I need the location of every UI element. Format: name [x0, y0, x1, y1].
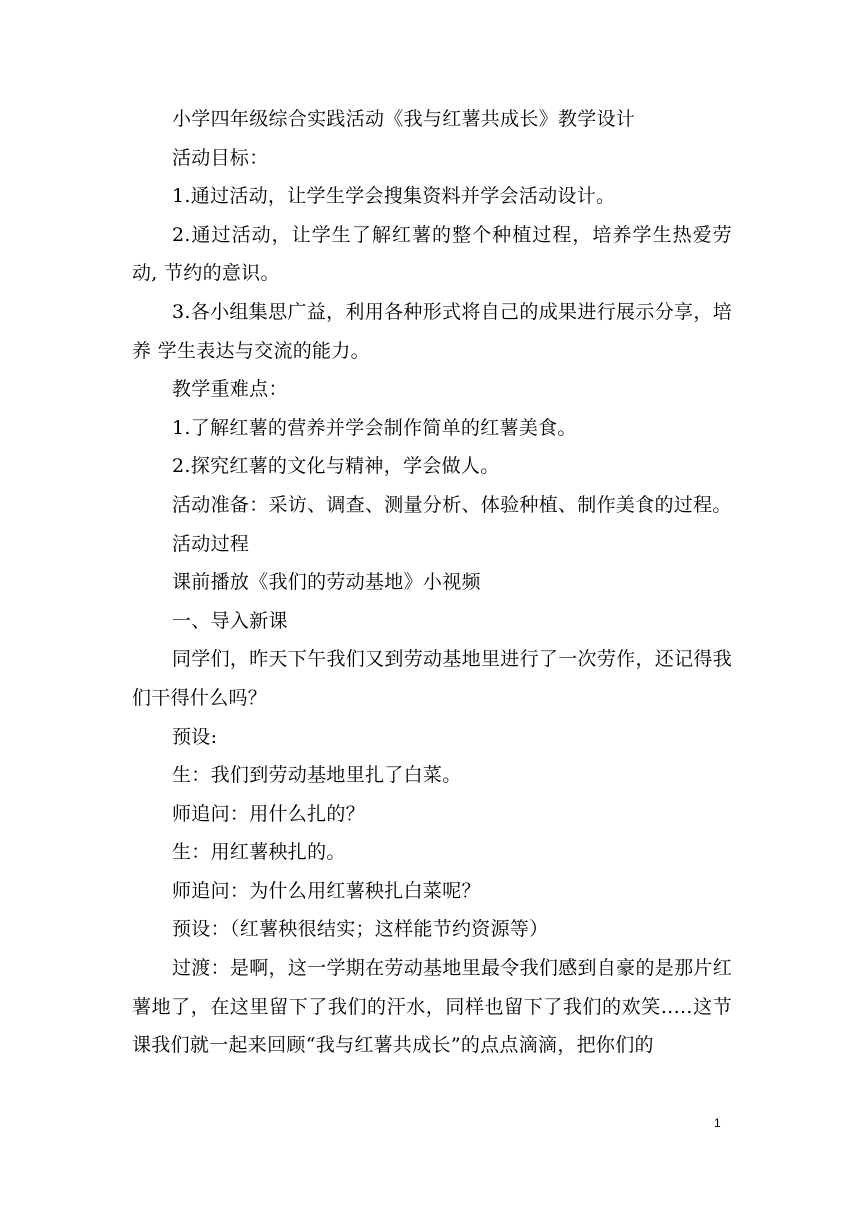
student-answer-2: 生：用红薯秧扎的。: [172, 841, 346, 864]
section-heading-process: 活动过程: [172, 532, 250, 555]
preset-label: 预设:: [172, 725, 218, 748]
section-heading-objectives: 活动目标：: [172, 146, 269, 169]
document-body: [132, 100, 732, 1065]
key-point-item-1: 1.了解红薯的营养并学会制作简单的红薯美食。: [172, 416, 577, 439]
key-point-item-2: 2.探究红薯的文化与精神，学会做人。: [172, 455, 500, 478]
activity-preparation: 活动准备：采访、调查、测量分析、体验种植、制作美食的过程。: [172, 493, 732, 516]
objective-item-2: 2.通过活动，让学生了解红薯的整个种植过程，培养学生热爱劳动, 节约的意识。: [132, 223, 732, 285]
page-number: 1: [714, 1116, 721, 1130]
objective-item-3: 3.各小组集思广益，利用各种形式将自己的成果进行展示分享，培养 学生表达与交流的能力。: [132, 300, 732, 362]
teacher-followup-2: 师追问：为什么用红薯秧扎白菜呢？: [172, 879, 481, 902]
document-title: 小学四年级综合实践活动《我与红薯共成长》教学设计: [172, 108, 636, 130]
objective-item-1: 1.通过活动，让学生学会搜集资料并学会活动设计。: [172, 185, 616, 208]
pre-class-video: 课前播放《我们的劳动基地》小视频: [172, 571, 481, 594]
teacher-followup-1: 师追问：用什么扎的？: [172, 802, 366, 825]
teacher-question: 同学们，昨天下午我们又到劳动基地里进行了一次劳作，还记得我们干得什么吗？: [132, 648, 732, 709]
transition-paragraph: 过渡：是啊，这一学期在劳动基地里最令我们感到自豪的是那片红薯地了，在这里留下了我们的汗水，同样也留下了我们的欢笑..…这节课我们就一起来回顾“我与红薯共成长”的点点滴滴，把你们的: [132, 957, 732, 1057]
student-answer-1: 生：我们到劳动基地里扎了白菜。: [172, 764, 462, 787]
subsection-heading-intro: 一、导入新课: [172, 609, 288, 632]
section-heading-key-points: 教学重难点：: [172, 378, 288, 401]
preset-answer: 预设：（红薯秧很结实；这样能节约资源等）: [172, 918, 549, 941]
